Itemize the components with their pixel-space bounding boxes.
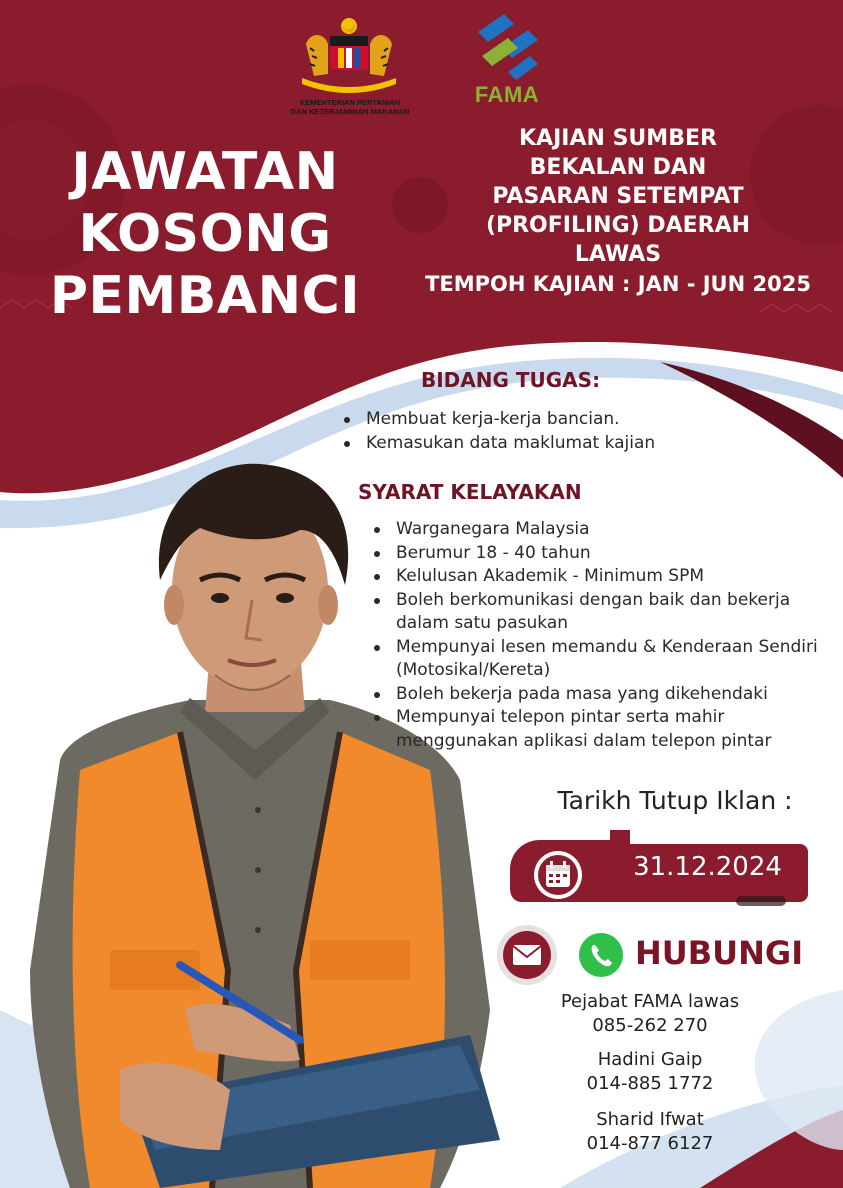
closing-date-label: Tarikh Tutup Iklan : [557, 786, 793, 815]
contact-heading: HUBUNGI [635, 934, 804, 972]
requirement-item: Berumur 18 - 40 tahun [368, 542, 828, 566]
duty-item: Membuat kerja-kerja bancian. [338, 408, 778, 432]
study-title-line-4: (PROFILING) DAERAH [485, 213, 751, 238]
requirements-list [368, 518, 828, 753]
contact-phone: 014-885 1772 [586, 1073, 714, 1094]
title-line-1: JAWATAN [71, 142, 339, 202]
requirement-item: Kelulusan Akademik - Minimum SPM [368, 565, 828, 589]
requirement-item: Boleh berkomunikasi dengan baik dan bekerja dalam satu pasukan [368, 589, 828, 636]
whatsapp-icon [578, 932, 624, 978]
requirement-item: Warganegara Malaysia [368, 518, 828, 542]
ministry-name-line2: DAN KETERJAMINAN MAKANAN [290, 107, 410, 116]
study-title-line-5: LAWAS [574, 242, 662, 267]
study-title [478, 124, 758, 269]
title-line-3: PEMBANCI [49, 266, 361, 326]
study-title-line-2: BEKALAN DAN [529, 155, 707, 180]
calendar-icon [532, 849, 584, 901]
title-line-2: KOSONG [78, 204, 332, 264]
duties-heading: BIDANG TUGAS: [421, 368, 601, 392]
contact-name: Sharid Ifwat [596, 1109, 704, 1130]
requirement-item: Boleh bekerja pada masa yang dikehendaki [368, 683, 828, 707]
requirement-item: Mempunyai lesen memandu & Kenderaan Sendiri (Motosikal/Kereta) [368, 636, 828, 683]
contact-name: Pejabat FAMA lawas [560, 991, 740, 1012]
email-icon [496, 924, 558, 986]
requirements-heading: SYARAT KELAYAKAN [358, 480, 582, 504]
closing-date-value: 31.12.2024 [633, 852, 782, 882]
study-title-line-3: PASARAN SETEMPAT [492, 184, 744, 209]
requirement-item: Mempunyai telepon pintar serta mahir menggunakan aplikasi dalam telepon pintar [368, 706, 828, 753]
contact-phone: 014-877 6127 [586, 1133, 714, 1154]
ministry-name-line1: KEMENTERIAN PERTANIAN [299, 98, 401, 107]
study-period: TEMPOH KAJIAN : JAN - JUN 2025 [425, 272, 811, 296]
contact-phone: 085-262 270 [592, 1015, 708, 1036]
contact-name: Hadini Gaip [597, 1049, 703, 1070]
study-title-line-1: KAJIAN SUMBER [519, 126, 717, 151]
fama-logo-icon [474, 10, 542, 82]
duties-list [338, 408, 778, 455]
ministry-crest-icon [296, 14, 402, 94]
fama-logo-text: FAMA [474, 82, 540, 107]
duty-item: Kemasukan data maklumat kajian [338, 432, 778, 456]
ministry-name [262, 98, 438, 116]
